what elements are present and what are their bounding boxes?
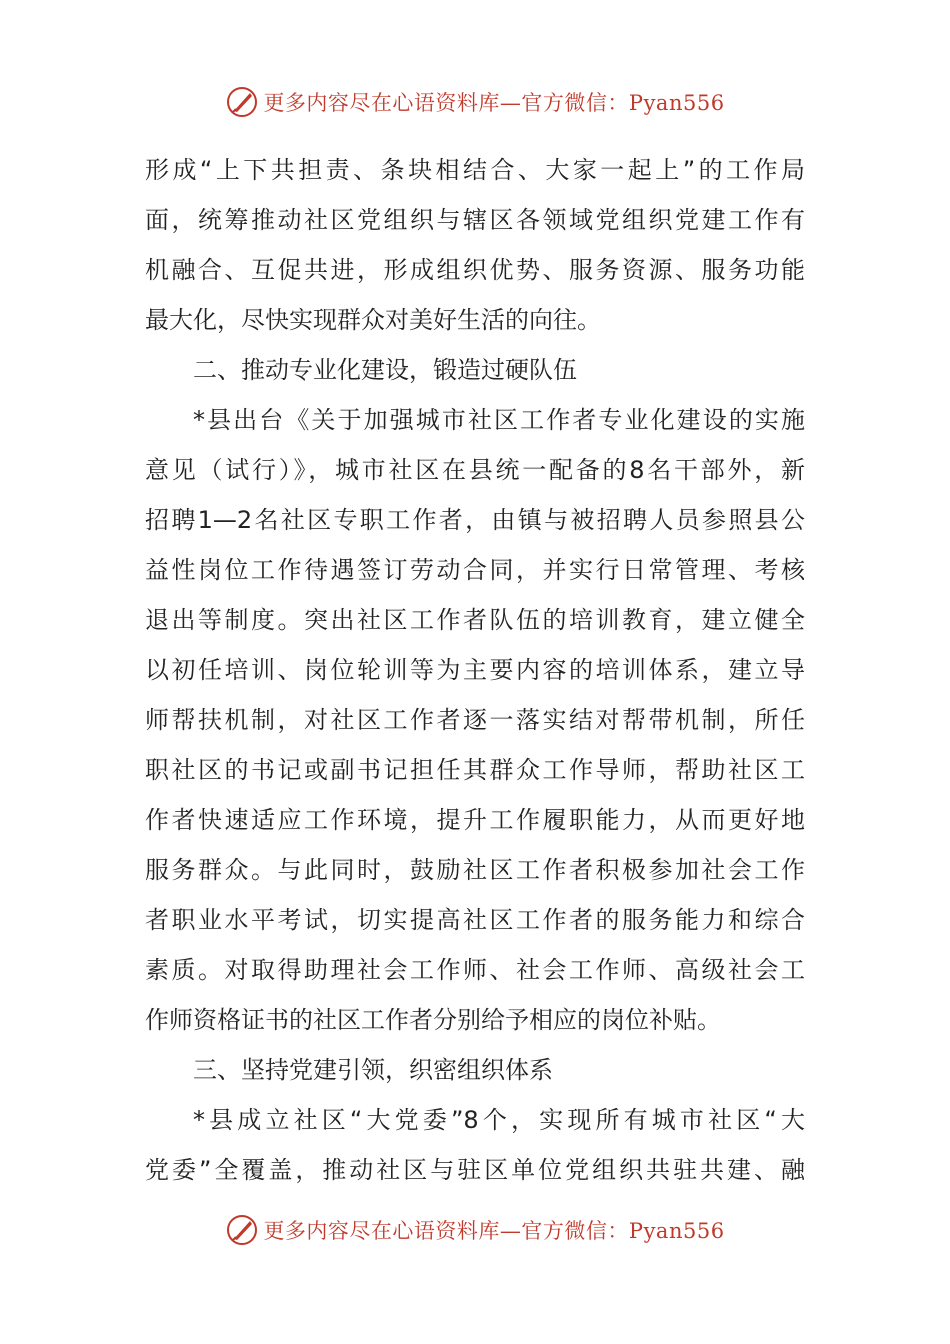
text-line: 职社区的书记或副书记担任其群众工作导师，帮助社区工 — [145, 756, 805, 784]
quill-logo-icon — [225, 1213, 259, 1247]
text-line: 以初任培训、岗位轮训等为主要内容的培训体系，建立导 — [145, 656, 805, 684]
text-line: 意见（试行）》，城市社区在县统一配备的8名干部外，新 — [145, 456, 805, 484]
text-line: 素质。对取得助理社会工作师、社会工作师、高级社会工 — [145, 956, 805, 984]
banner-text: 更多内容尽在心语资料库—官方微信：Pyan556 — [263, 91, 725, 115]
text-line: 作师资格证书的社区工作者分别给予相应的岗位补贴。 — [145, 1006, 721, 1034]
quill-logo-icon — [225, 85, 259, 119]
text-line: 机融合、互促共进，形成组织优势、服务资源、服务功能 — [145, 256, 805, 284]
document-body — [145, 145, 805, 1195]
text-line: *县出台《关于加强城市社区工作者专业化建设的实施 — [193, 406, 805, 434]
text-line: 最大化，尽快实现群众对美好生活的向往。 — [145, 306, 601, 334]
text-line: 师帮扶机制，对社区工作者逐一落实结对帮带机制，所任 — [145, 706, 805, 734]
text-line: 党委”全覆盖，推动社区与驻区单位党组织共驻共建、融 — [145, 1156, 805, 1184]
section-heading: 三、坚持党建引领，织密组织体系 — [193, 1056, 553, 1084]
section-heading: 二、推动专业化建设，锻造过硬队伍 — [193, 356, 577, 384]
banner-text: 更多内容尽在心语资料库—官方微信：Pyan556 — [263, 1219, 725, 1243]
text-line: 服务群众。与此同时，鼓励社区工作者积极参加社会工作 — [145, 856, 805, 884]
text-line: 形成“上下共担责、条块相结合、大家一起上”的工作局 — [145, 156, 805, 184]
text-line: 益性岗位工作待遇签订劳动合同，并实行日常管理、考核 — [145, 556, 805, 584]
text-line: 作者快速适应工作环境，提升工作履职能力，从而更好地 — [145, 806, 805, 834]
footer-banner — [0, 1208, 950, 1252]
text-line: *县成立社区“大党委”8个，实现所有城市社区“大 — [193, 1106, 805, 1134]
text-line: 招聘1—2名社区专职工作者，由镇与被招聘人员参照县公 — [145, 506, 805, 534]
text-line: 退出等制度。突出社区工作者队伍的培训教育，建立健全 — [145, 606, 805, 634]
text-line: 者职业水平考试，切实提高社区工作者的服务能力和综合 — [145, 906, 805, 934]
header-banner — [0, 80, 950, 124]
text-line: 面，统筹推动社区党组织与辖区各领域党组织党建工作有 — [145, 206, 805, 234]
